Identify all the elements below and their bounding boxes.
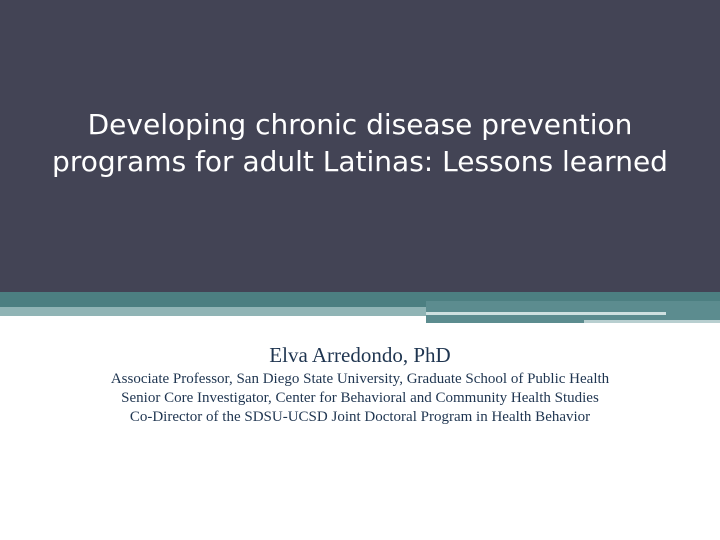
slide-title — [20, 106, 700, 180]
author-block — [20, 342, 700, 427]
title-line-1: Developing chronic disease prevention — [87, 108, 633, 141]
author-role-2: Senior Core Investigator, Center for Behavioral and Community Health Studies — [121, 390, 599, 406]
decorative-stripe-highlight — [426, 312, 666, 315]
author-role-1: Associate Professor, San Diego State University, Graduate School of Public Health — [110, 371, 610, 387]
decorative-white-band — [0, 316, 426, 326]
author-name: Elva Arredondo, PhD — [269, 343, 451, 367]
author-role-3: Co-Director of the SDSU-UCSD Joint Doctoral Program in Health Behavior — [129, 409, 591, 425]
decorative-stripe-short — [584, 320, 720, 323]
title-line-2: programs for adult Latinas: Lessons learned — [52, 145, 668, 178]
